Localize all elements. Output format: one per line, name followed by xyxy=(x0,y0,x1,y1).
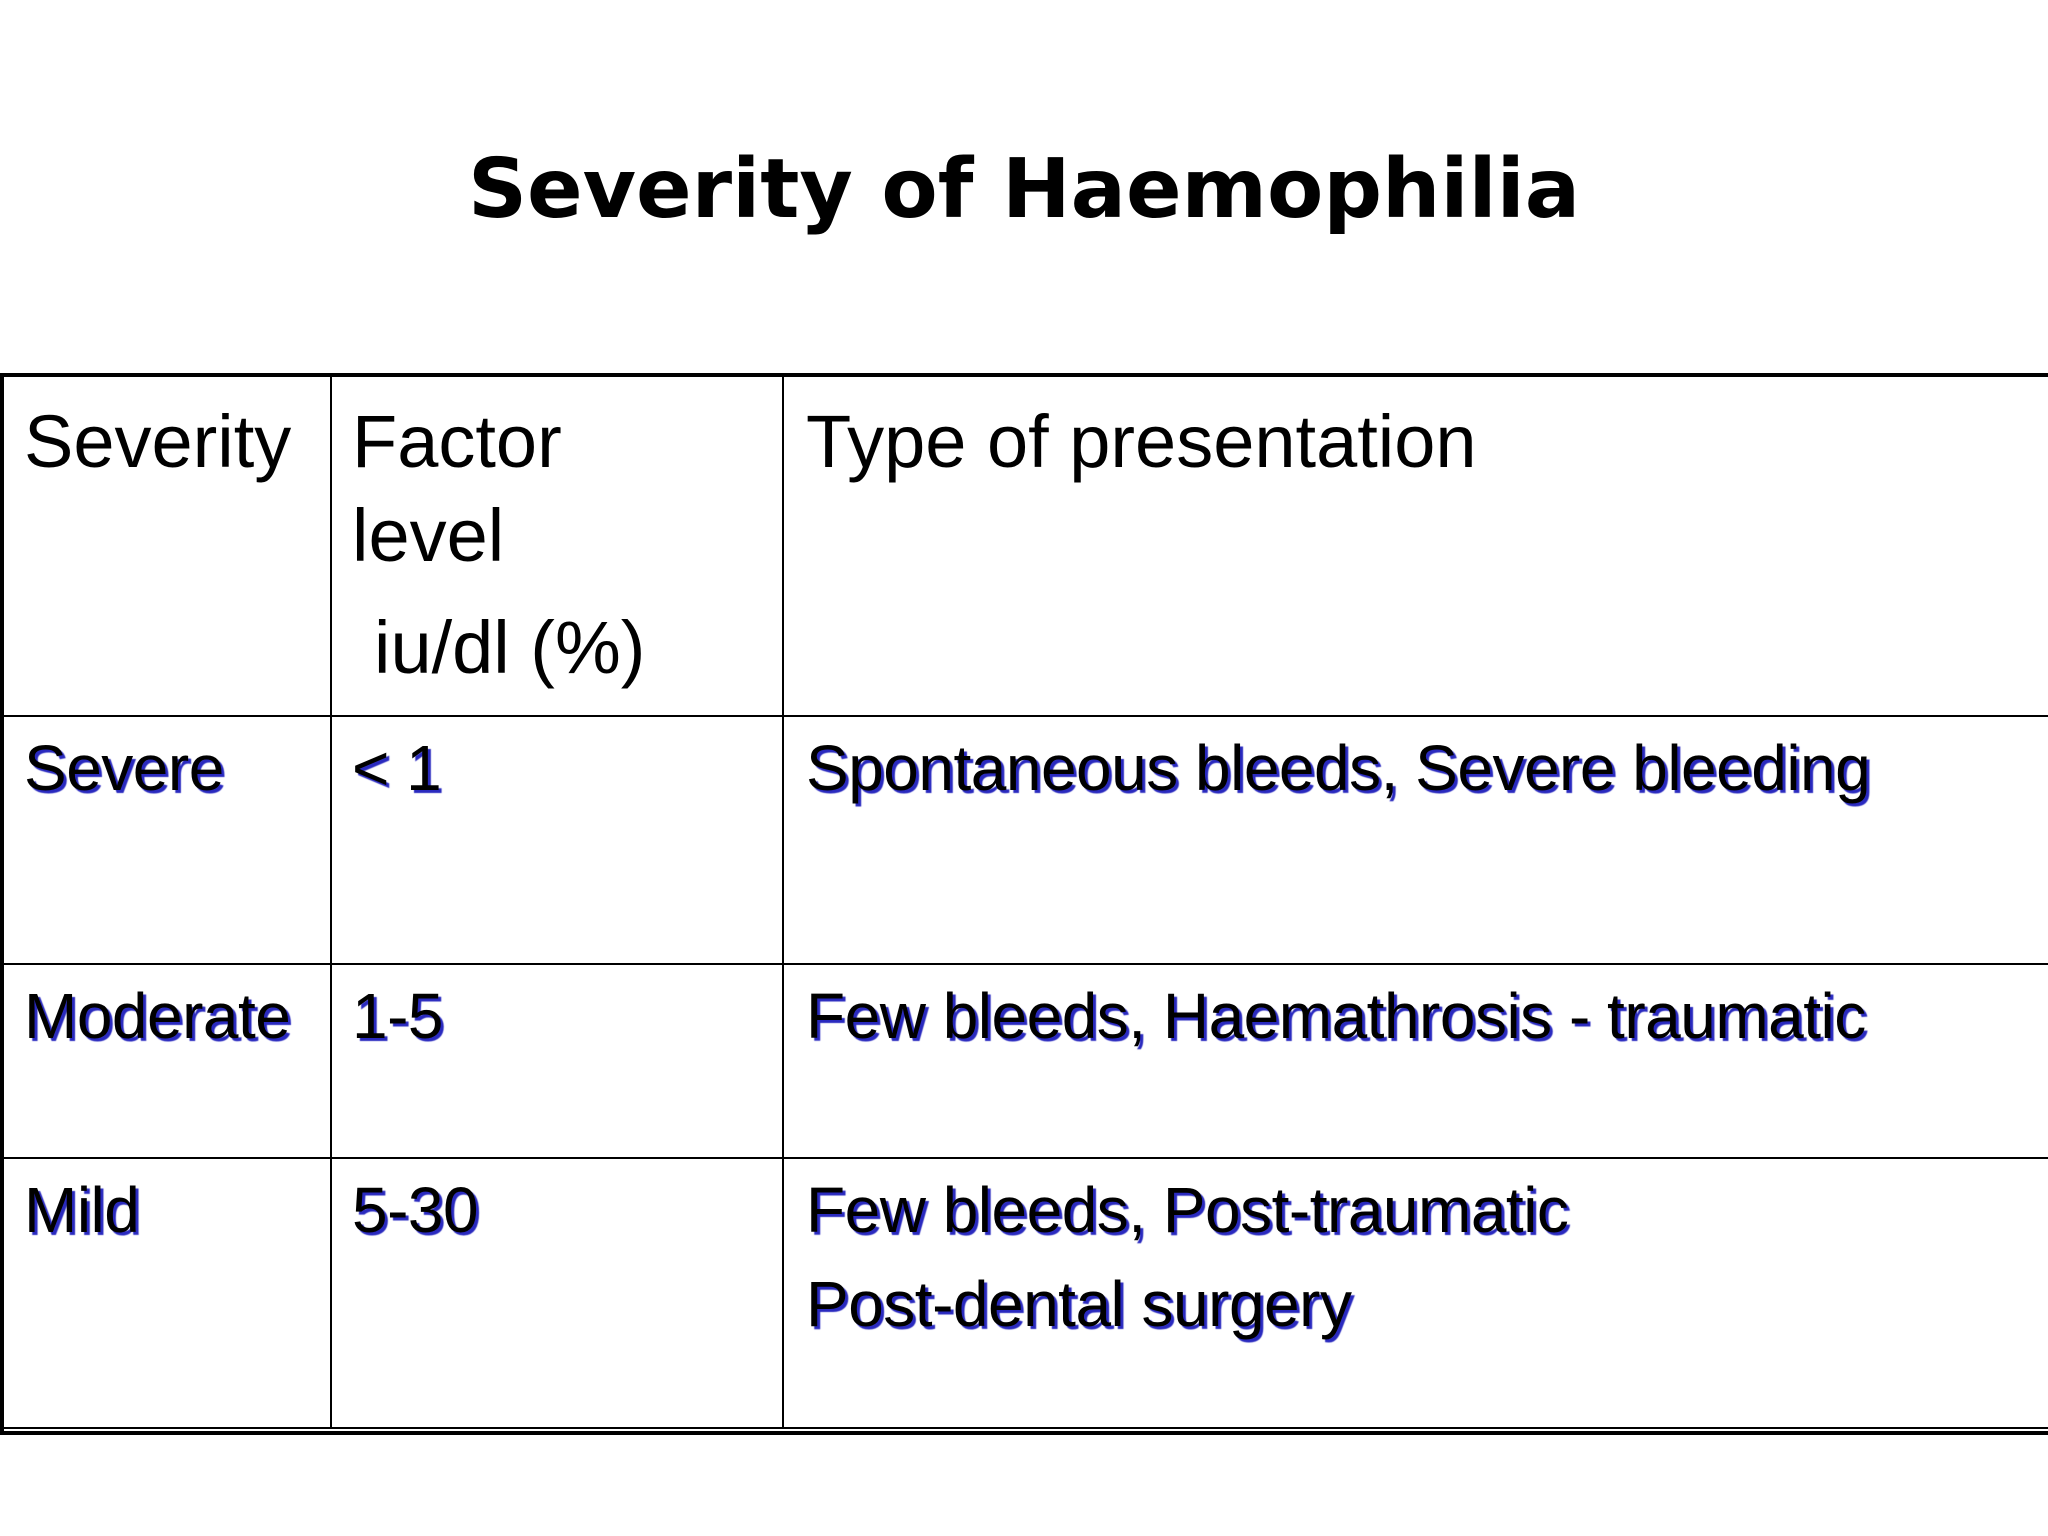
severity-value: Severe xyxy=(24,731,224,804)
severity-value: Mild xyxy=(24,1174,140,1247)
cell-presentation xyxy=(783,716,2048,965)
factor-level-value: 5-30 xyxy=(352,1174,479,1247)
header-severity xyxy=(3,376,331,716)
table-row xyxy=(3,1158,2048,1428)
table-row xyxy=(3,716,2048,965)
factor-level-value: < 1 xyxy=(352,731,442,804)
cell-factor-level xyxy=(331,964,783,1158)
header-factor-level-unit: iu/dl (%) xyxy=(374,606,646,689)
header-severity-label: Severity xyxy=(24,400,292,483)
header-factor-level xyxy=(331,376,783,716)
cell-presentation xyxy=(783,964,2048,1158)
cell-presentation xyxy=(783,1158,2048,1428)
cell-severity xyxy=(3,1158,331,1428)
cell-severity xyxy=(3,716,331,965)
table-header-row xyxy=(3,376,2048,716)
presentation-line: Spontaneous bleeds, Severe bleeding xyxy=(806,731,1871,804)
presentation-line: Post-dental surgery xyxy=(806,1268,1352,1341)
header-presentation xyxy=(783,376,2048,716)
factor-level-value: 1-5 xyxy=(352,980,443,1053)
header-presentation-label: Type of presentation xyxy=(806,400,1477,483)
table-row xyxy=(3,964,2048,1158)
severity-value: Moderate xyxy=(24,980,291,1053)
cell-severity xyxy=(3,964,331,1158)
cell-factor-level xyxy=(331,1158,783,1428)
header-factor-level-line1: Factor xyxy=(352,400,562,483)
slide-title: Severity of Haemophilia xyxy=(467,142,1581,237)
presentation-line: Few bleeds, Post-traumatic xyxy=(806,1174,1569,1247)
cell-factor-level xyxy=(331,716,783,965)
severity-table xyxy=(2,375,2048,1429)
header-factor-level-line2: level xyxy=(352,494,505,577)
presentation-line: Few bleeds, Haemathrosis - traumatic xyxy=(806,980,1866,1053)
